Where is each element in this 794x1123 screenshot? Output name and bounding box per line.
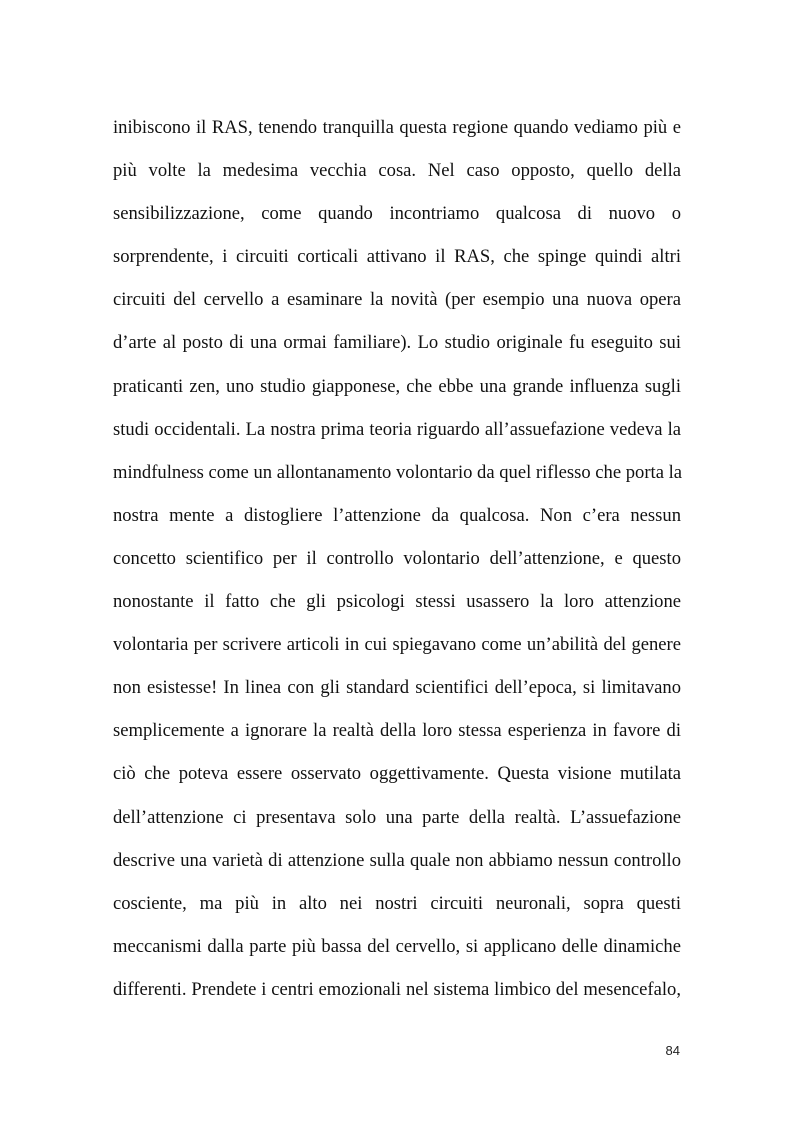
- page-number: 84: [665, 1043, 680, 1058]
- text-line: sorprendente, i circuiti corticali attivano il RAS, che spinge quindi altri: [113, 246, 681, 268]
- text-line: più volte la medesima vecchia cosa. Nel caso opposto, quello della: [113, 160, 681, 182]
- text-line: sensibilizzazione, come quando incontriamo qualcosa di nuovo o: [113, 203, 681, 225]
- text-line: differenti. Prendete i centri emozionali nel sistema limbico del mesencefalo,: [113, 978, 681, 1000]
- text-line: studi occidentali. La nostra prima teoria riguardo all’assuefazione vedeva la: [113, 418, 681, 440]
- text-line: cosciente, ma più in alto nei nostri circuiti neuronali, sopra questi: [113, 892, 681, 914]
- body-text: [113, 111, 681, 1016]
- text-line: nonostante il fatto che gli psicologi stessi usassero la loro attenzione: [113, 591, 681, 613]
- text-line: concetto scientifico per il controllo volontario dell’attenzione, e questo: [113, 547, 681, 569]
- text-line: nostra mente a distogliere l’attenzione da qualcosa. Non c’era nessun: [113, 504, 681, 526]
- text-line: dell’attenzione ci presentava solo una parte della realtà. L’assuefazione: [113, 806, 681, 828]
- text-line: ciò che poteva essere osservato oggettivamente. Questa visione mutilata: [113, 763, 681, 785]
- text-line: descrive una varietà di attenzione sulla quale non abbiamo nessun controllo: [113, 849, 681, 871]
- text-line: mindfulness come un allontanamento volontario da quel riflesso che porta la: [113, 461, 683, 483]
- text-line: volontaria per scrivere articoli in cui spiegavano come un’abilità del genere: [113, 634, 681, 656]
- text-line: d’arte al posto di una ormai familiare). Lo studio originale fu eseguito sui: [113, 332, 681, 354]
- text-line: praticanti zen, uno studio giapponese, che ebbe una grande influenza sugli: [113, 375, 681, 397]
- text-line: semplicemente a ignorare la realtà della loro stessa esperienza in favore di: [113, 720, 681, 742]
- text-line: inibiscono il RAS, tenendo tranquilla questa regione quando vediamo più e: [113, 117, 681, 138]
- text-line: circuiti del cervello a esaminare la novità (per esempio una nuova opera: [113, 289, 681, 311]
- text-line: non esistesse! In linea con gli standard scientifici dell’epoca, si limitavano: [113, 677, 681, 699]
- text-line: meccanismi dalla parte più bassa del cervello, si applicano delle dinamiche: [113, 935, 681, 957]
